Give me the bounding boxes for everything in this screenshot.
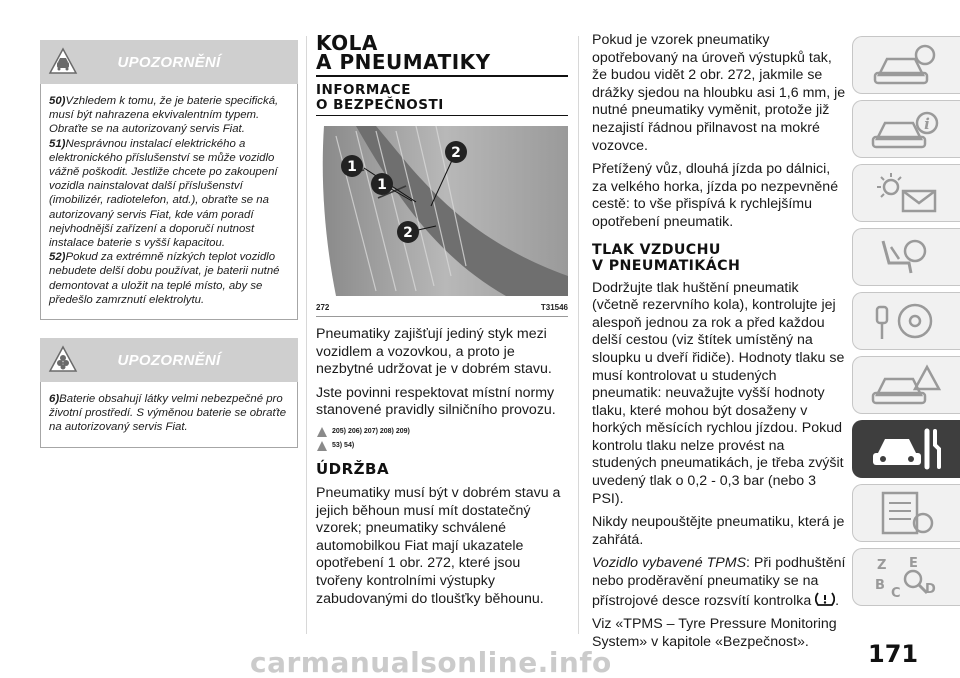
callout-1-top: 1 (347, 159, 357, 175)
section-title-pressure: TLAK VZDUCHU V PNEUMATIKÁCH (592, 241, 741, 274)
warning-title-1: UPOZORNĚNÍ (117, 53, 221, 71)
warning-header-2 (40, 338, 298, 382)
tab-info[interactable] (852, 100, 960, 158)
paragraph-wear-indicators: Pokud je vzorek pneumatiky opotřebovaný na úroveň výstupků tak, že budou vidět 2 obr. 272, jakmile se drážky sjedou na hloubku asi 1,6 mm, je nutné pneumatiky vyměnit, protože již nezajistí řádnou přilnavost na mokré vozovce. (592, 32, 846, 154)
tyre-illustration (316, 126, 568, 296)
tab-technical-data[interactable] (852, 484, 960, 542)
subsection-title-safety: INFORMACE O BEZPEČNOSTI (316, 82, 444, 113)
paragraph-never-deflate: Nikdy neupouštějte pneumatiku, která je zahřátá. (592, 514, 845, 548)
paragraph-tpms-reference: Viz «TPMS – Tyre Pressure Monitoring System» v kapitole «Bezpečnost». (592, 616, 837, 650)
warning-item-50: 50)Vzhledem k tomu, že je baterie specifická, musí být nahrazena ekvivalentním typem. Obraťte se na autorizovaný servis Fiat. (49, 95, 279, 136)
figure-rule (316, 316, 568, 317)
page-number: 171 (868, 640, 919, 668)
warning-body-1 (40, 84, 298, 320)
warning-refs-2: 53) 54) (316, 440, 568, 452)
svg-text:i: i (923, 115, 930, 133)
callout-1-mid: 1 (377, 177, 387, 193)
tab-maintenance-active[interactable] (852, 420, 960, 478)
emergency-triangle-icon (869, 361, 945, 409)
warning-item-6: 6)Baterie obsahují látky velmi nebezpečné pro životní prostředí. S výměnou baterie se obraťte na autorizovaný servis Fiat. (49, 393, 287, 434)
right-column (592, 32, 848, 657)
warning-item-52: 52)Pokud za extrémně nízkých teplot vozidlo nebudete delší dobu používat, je baterii nutné demontovat a uložit na teplé místo, aby se předešlo zamrznutí elektrolytu. (49, 251, 280, 306)
section-title-kola: KOLA A PNEUMATIKY (316, 31, 491, 74)
warning-header-1 (40, 40, 298, 84)
warning-triangle-icon (316, 440, 328, 452)
lights-mail-icon (869, 169, 945, 217)
figure-caption (316, 303, 568, 312)
tab-starting-driving[interactable] (852, 292, 960, 350)
warning-item-51: 51)Nesprávnou instalací elektrického a elektronického příslušenství se může vozidlo vážně poškodit. Jestliže chcete po zakoupení vozidla nainstalovat další příslušenství (imobilizér, radiotelefon, atd.), obraťte se na autorizovaný servis Fiat, kde vám poradí nejvhodnější zařízení a doporučí nutnost instalace baterie s vyšší kapacitou. (49, 137, 278, 250)
tab-index[interactable] (852, 548, 960, 606)
figure-number: 272 (316, 303, 330, 312)
car-seat-airbag-icon (869, 233, 945, 281)
callout-2-top: 2 (451, 145, 461, 161)
middle-column (316, 31, 568, 614)
paragraph-overload: Přetížený vůz, dlouhá jízda po dálnici, za velkého horka, jízda po nezpevněné cestě: to vše přispívá k rychlejšímu opotřebení pneumatik. (592, 161, 839, 230)
column-divider-2 (578, 36, 579, 634)
warning-refs-1: 205) 206) 207) 208) 209) (316, 426, 568, 438)
tyre-figure (316, 126, 568, 316)
column-divider-1 (306, 36, 307, 634)
car-info-icon (869, 105, 945, 153)
warning-title-2: UPOZORNĚNÍ (117, 351, 221, 369)
tab-emergency[interactable] (852, 356, 960, 414)
svg-text:E: E (908, 556, 918, 571)
paragraph-local-rules: Jste povinni respektovat místní normy stanovené pravidly silničního provozu. (316, 384, 556, 419)
callout-2-bottom: 2 (403, 225, 413, 241)
warning-battery-icon (48, 344, 78, 374)
warning-car-icon (48, 46, 78, 76)
tab-lights-messages[interactable] (852, 164, 960, 222)
svg-text:Z: Z (876, 558, 886, 573)
title-rule (316, 75, 568, 77)
tpms-warning-light-icon (815, 591, 835, 607)
chapter-tabs (852, 36, 960, 612)
paragraph-tpms: Vozidlo vybavené TPMS: Při podhuštění nebo proděravění pneumatiky se na přístrojové desce rozsvítí kontrolka . (592, 555, 846, 609)
car-dashboard-icon (869, 41, 945, 89)
paragraph-tyre-contact: Pneumatiky zajišťují jediný styk mezi vozidlem a vozovkou, a proto je nezbytné udržovat je v dobrém stavu. (316, 326, 552, 378)
svg-text:C: C (890, 586, 901, 601)
svg-text:B: B (874, 578, 885, 593)
watermark: carmanualsonline.info (250, 646, 612, 678)
svg-text:D: D (924, 582, 936, 597)
warning-triangle-icon (316, 426, 328, 438)
checklist-icon (869, 489, 945, 537)
left-column (40, 40, 298, 448)
car-tools-icon (869, 425, 945, 473)
figure-code: T31546 (540, 303, 568, 312)
key-steering-icon (869, 297, 945, 345)
subtitle-rule (316, 115, 568, 116)
section-title-maintenance: ÚDRŽBA (316, 459, 390, 478)
paragraph-pressure-check: Dodržujte tlak huštění pneumatik (včetně rezervního kola), kontrolujte jej alespoň jednou za rok a před každou delší cestou (viz štítek umístěný na sloupku u dveří řidiče). Hodnoty tlaku se musí kontrolovat u studených pneumatik: neuvažujte vyšší hodnoty tlaku, které mohou být dosaženy v horkých měsících rychlou jízdou. Pokud kontrolu tlaku nelze provést na studených pneumatikách, je třeba zvýšit uvedený tlak o 0,2 - 0,3 bar (nebo 3 PSI). (592, 279, 845, 507)
paragraph-maintenance: Pneumatiky musí být v dobrém stavu a jejich běhoun musí mít dostatečný vzorek; pneumatiky schválené automobilkou Fiat mají ukazatele opotřebení 1 obr. 272, které jsou tvořeny kontrolními výstupky zabudovanými do tloušťky běhounu. (316, 484, 561, 607)
tab-safety[interactable] (852, 228, 960, 286)
tab-dashboard[interactable] (852, 36, 960, 94)
warning-body-2 (40, 382, 298, 448)
index-letters-icon (869, 553, 945, 601)
